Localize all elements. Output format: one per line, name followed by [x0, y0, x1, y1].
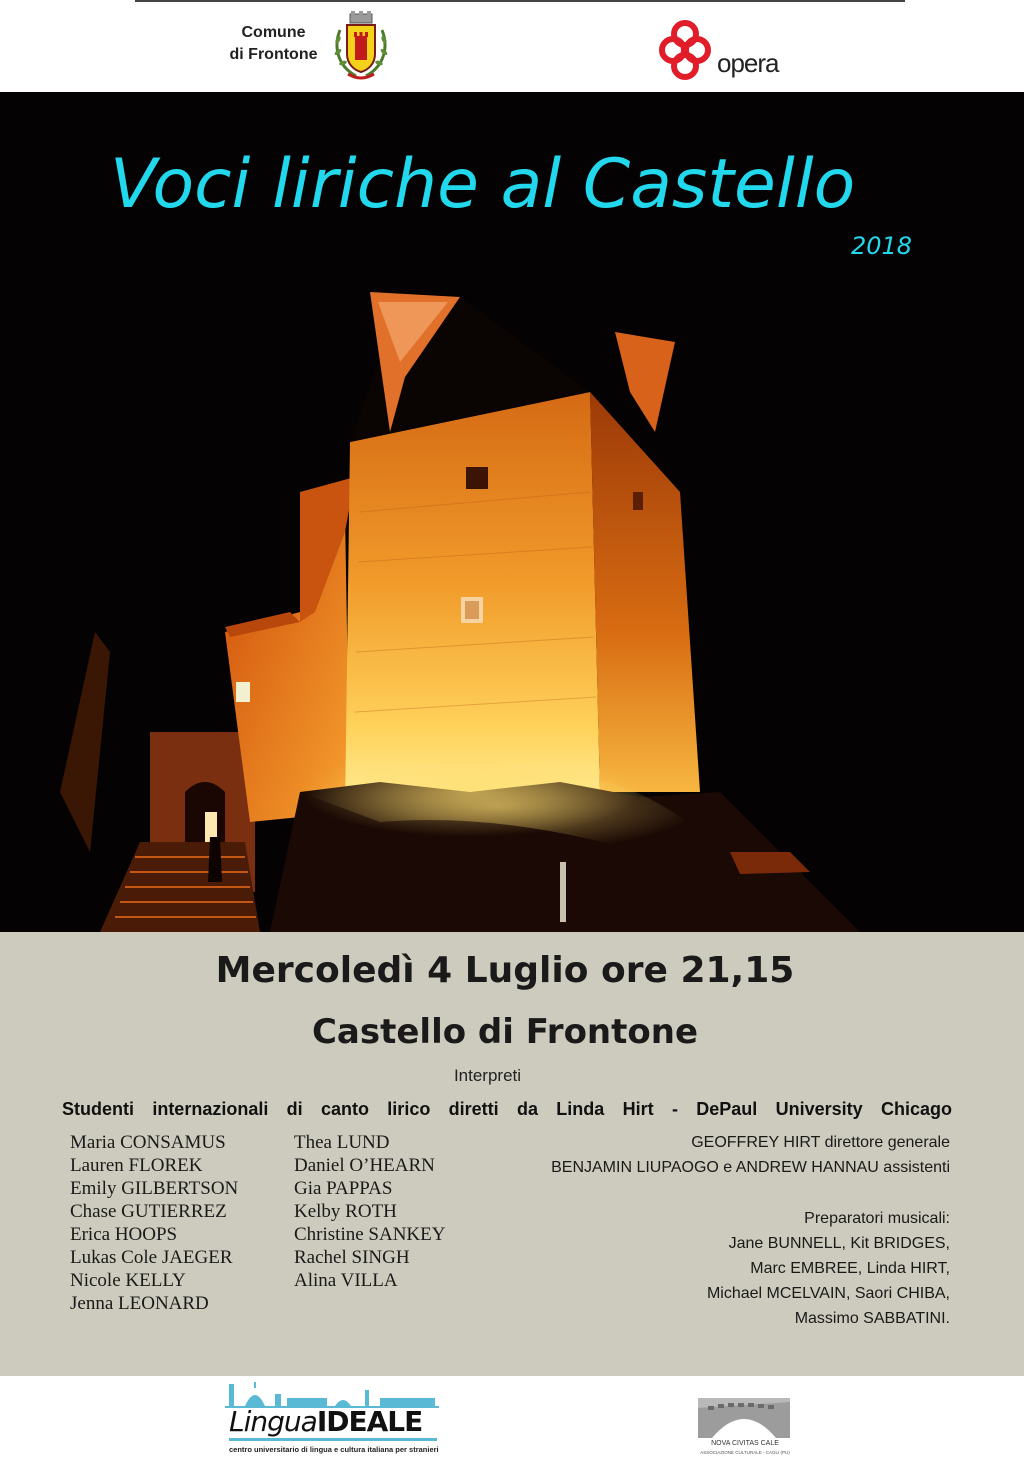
- preparers-credits: [707, 1206, 950, 1331]
- event-date-time: Mercoledì 4 Luglio ore 21,15: [215, 950, 795, 991]
- comune-label: [216, 22, 331, 66]
- performer-name: Chase GUTIERREZ: [70, 1201, 227, 1222]
- director-credit: GEOFFREY HIRT direttore generale: [691, 1134, 950, 1151]
- event-info-panel: [0, 932, 1024, 1376]
- performer-name: Rachel SINGH: [294, 1247, 410, 1268]
- performers-heading: Interpreti: [453, 1066, 522, 1085]
- top-rule: [135, 0, 905, 2]
- staff-credits: [551, 1130, 950, 1180]
- performer-name: Gia PAPPAS: [294, 1178, 393, 1199]
- opera-logo-text: opera: [717, 48, 779, 78]
- preparers-heading: Preparatori musicali:: [804, 1210, 950, 1227]
- performer-name: Kelby ROTH: [294, 1201, 397, 1222]
- preparers-line: Marc EMBREE, Linda HIRT,: [750, 1260, 950, 1277]
- performer-name: Maria CONSAMUS: [70, 1132, 226, 1153]
- event-year: 2018: [851, 232, 913, 260]
- performer-name: Emily GILBERTSON: [70, 1178, 239, 1199]
- performer-name: Lukas Cole JAEGER: [70, 1247, 233, 1268]
- performer-name: Erica HOOPS: [70, 1224, 178, 1245]
- performer-name: Thea LUND: [294, 1132, 390, 1153]
- comune-line-1: Comune: [241, 24, 306, 41]
- event-title: Voci liriche al Castello: [110, 145, 856, 224]
- students-description: Studenti internazionali di canto lirico diretti da Linda Hirt - DePaul University Chicago: [62, 1099, 952, 1119]
- performer-list-col-2: [294, 1131, 445, 1292]
- performer-name: Christine SANKEY: [294, 1224, 446, 1245]
- performer-name: Jenna LEONARD: [70, 1293, 209, 1314]
- performer-name: Lauren FLOREK: [70, 1155, 203, 1176]
- lingua-word-b: IDEALE: [316, 1405, 423, 1438]
- lingua-word-a: Lingua: [229, 1405, 317, 1438]
- performer-name: Daniel O’HEARN: [294, 1155, 435, 1176]
- preparers-line: Massimo SABBATINI.: [794, 1310, 950, 1327]
- nova-civitas-arch-icon: [698, 1398, 790, 1438]
- lingua-ideale-wordmark: [229, 1405, 422, 1438]
- opera-logo: [655, 14, 795, 82]
- town-crest-icon: [330, 10, 392, 82]
- nova-civitas-name: NOVA CIVITAS CALE: [711, 1440, 779, 1447]
- performer-name: Nicole KELLY: [70, 1270, 186, 1291]
- performer-list-col-1: [70, 1131, 238, 1315]
- nova-civitas-subtitle: ASSOCIAZIONE CULTURALE - CAGLI (PU): [700, 1450, 790, 1455]
- lingua-tagline: centro universitario di lingua e cultura italiana per stranieri: [229, 1445, 439, 1454]
- castle-photo: [0, 92, 1024, 932]
- preparers-line: Jane BUNNELL, Kit BRIDGES,: [728, 1235, 950, 1252]
- comune-line-2: di Frontone: [229, 46, 318, 63]
- preparers-line: Michael MCELVAIN, Saori CHIBA,: [706, 1285, 950, 1302]
- assistants-credit: BENJAMIN LIUPAOGO e ANDREW HANNAU assistenti: [551, 1159, 950, 1176]
- performer-name: Alina VILLA: [294, 1270, 398, 1291]
- event-venue: Castello di Frontone: [311, 1012, 699, 1052]
